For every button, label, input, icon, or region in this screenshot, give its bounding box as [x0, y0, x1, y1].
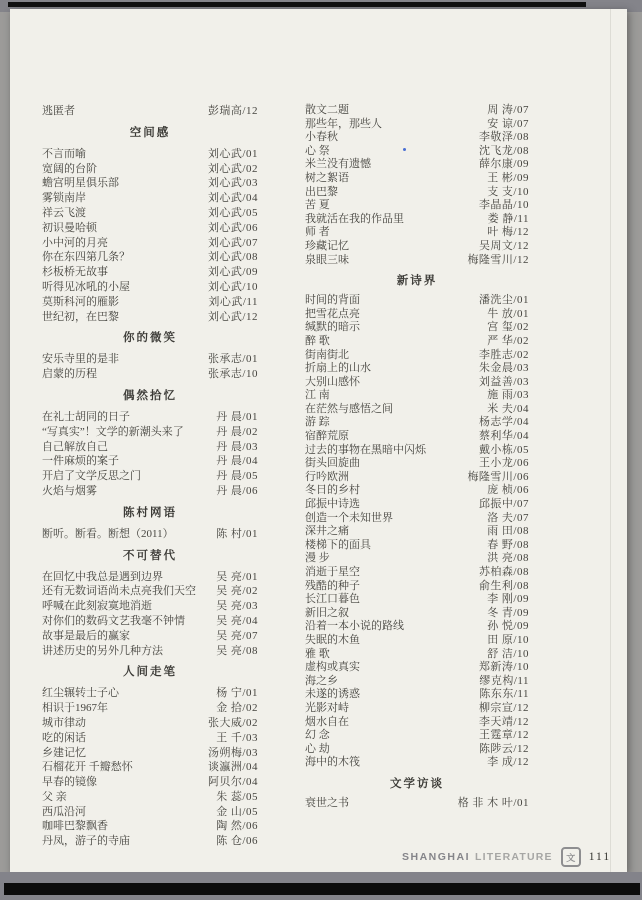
entry-title: 游 踪	[305, 416, 330, 429]
toc-row	[42, 584, 258, 599]
entry-title: 光影对峙	[305, 701, 349, 714]
toc-row	[42, 295, 258, 310]
entry-author-issue: 李胜志/02	[478, 348, 529, 361]
entry-author-issue: 孙 悦/09	[487, 620, 529, 633]
entry-title: 乡建记忆	[42, 746, 86, 759]
entry-author-issue: 邱振中/07	[478, 498, 529, 511]
entry-author-issue: 梅隆雪川/06	[467, 470, 529, 483]
toc-row	[305, 389, 529, 403]
entry-author-issue: 刘心武/05	[207, 206, 258, 219]
entry-author-issue: 牛 放/01	[487, 307, 529, 320]
entry-title: 街南街北	[305, 348, 349, 361]
entry-author-issue: 戴小栋/05	[478, 443, 529, 456]
toc-row	[305, 661, 529, 675]
toc-row	[42, 147, 258, 162]
entry-title: 西瓜沿河	[42, 805, 86, 818]
entry-author-issue: 刘心武/04	[207, 192, 258, 205]
entry-title: 城市律动	[42, 716, 86, 729]
toc-row	[42, 206, 258, 221]
entry-author-issue: 王小龙/06	[478, 457, 529, 470]
entry-author-issue: 米 夫/04	[487, 402, 529, 415]
entry-title: 红尘辗转士子心	[42, 687, 119, 700]
entry-title: 杉板桥无故事	[42, 266, 108, 279]
entry-author-issue: 冬 青/09	[487, 606, 529, 619]
entry-title: 大别山感怀	[305, 375, 360, 388]
toc-row	[42, 746, 258, 761]
entry-author-issue: 谈瀛洲/04	[207, 761, 258, 774]
entry-title: 听得见冰吼的小屋	[42, 280, 130, 293]
entry-author-issue: 春 野/08	[487, 538, 529, 551]
toc-row	[42, 599, 258, 614]
entry-author-issue: 陶 然/06	[216, 820, 258, 833]
scan-top-edge	[8, 2, 586, 7]
entry-author-issue: 缪克构/11	[479, 674, 529, 687]
entry-title: 海之乡	[305, 674, 338, 687]
toc-row	[305, 104, 529, 118]
toc-row	[42, 731, 258, 746]
magazine-page	[10, 9, 627, 873]
entry-title: 楼梯下的面具	[305, 538, 371, 551]
entry-author-issue: 张大威/02	[207, 716, 258, 729]
entry-author-issue: 洪 亮/08	[487, 552, 529, 565]
entry-author-issue: 陈 村/01	[216, 527, 258, 540]
entry-author-issue: 雨 田/08	[487, 525, 529, 538]
entry-author-issue: 李 刚/09	[487, 593, 529, 606]
entry-author-issue: 刘心武/11	[208, 295, 258, 308]
toc-row	[305, 634, 529, 648]
entry-title: 江 南	[305, 389, 330, 402]
entry-title: 咖啡巴黎飘香	[42, 820, 108, 833]
entry-title: 消逝于星空	[305, 566, 360, 578]
toc-row	[42, 614, 258, 629]
entry-title: 安乐寺里的是非	[42, 353, 119, 366]
entry-author-issue: 柳宗宣/12	[478, 701, 529, 714]
entry-author-issue: 叶 梅/12	[487, 226, 529, 239]
entry-title: 不言而喻	[42, 147, 86, 160]
entry-title: 在茫然与感悟之间	[305, 402, 393, 415]
entry-author-issue: 吴周文/12	[478, 239, 529, 252]
toc-row	[305, 145, 529, 159]
entry-author-issue: 吴 亮/01	[216, 570, 258, 583]
entry-author-issue: 丹 晨/01	[216, 410, 258, 423]
entry-title: 还有无数词语尚未点亮我们天空	[42, 585, 196, 598]
entry-author-issue: 金 拾/02	[216, 702, 258, 715]
entry-author-issue: 田 原/10	[487, 633, 529, 646]
entry-author-issue: 刘心武/09	[207, 266, 258, 279]
toc-row	[305, 457, 529, 471]
entry-title: 苦 夏	[305, 199, 330, 212]
page-gutter-shadow	[610, 9, 611, 873]
entry-title: 时间的背面	[305, 294, 360, 307]
toc-row	[42, 716, 258, 731]
entry-author-issue: 潘洗尘/01	[478, 294, 529, 307]
toc-row	[42, 527, 258, 542]
entry-author-issue: 金 山/05	[216, 805, 258, 818]
entry-title: 逃匿者	[42, 105, 75, 117]
toc-row	[42, 775, 258, 790]
toc-row	[305, 471, 529, 485]
entry-title: 开启了文学反思之门	[42, 470, 141, 483]
toc-row	[42, 484, 258, 499]
section-header: 你的微笑	[123, 332, 177, 345]
toc-row	[305, 416, 529, 430]
entry-author-issue: 杨 宁/01	[216, 687, 258, 700]
entry-author-issue: 王 千/03	[216, 731, 258, 744]
toc-row	[305, 172, 529, 186]
toc-row	[305, 158, 529, 172]
entry-title: 烟水自在	[305, 715, 349, 728]
entry-title: 新旧之叙	[305, 606, 349, 619]
toc-column-right	[305, 104, 529, 811]
entry-title: 过去的事物在黑暗中闪烁	[305, 443, 426, 456]
entry-author-issue: 格 非 木 叶/01	[457, 796, 529, 809]
entry-author-issue: 支 支/10	[487, 185, 529, 198]
toc-row	[305, 498, 529, 512]
toc-row	[42, 834, 258, 849]
entry-title: 冬日的乡村	[305, 484, 360, 497]
toc-row	[305, 186, 529, 200]
toc-column-left	[42, 104, 258, 849]
toc-row	[305, 539, 529, 553]
entry-title: 珍藏记忆	[305, 239, 349, 252]
entry-title: 祥云飞渡	[42, 206, 86, 219]
entry-author-issue: 吴 亮/07	[216, 629, 258, 642]
entry-author-issue: 娄 静/11	[487, 212, 529, 225]
toc-row	[42, 760, 258, 775]
entry-title: 宿醉荒原	[305, 430, 349, 443]
entry-title: 把雪花点亮	[305, 307, 360, 320]
entry-title: 创造一个未知世界	[305, 511, 393, 524]
entry-author-issue: 刘心武/01	[207, 147, 258, 160]
entry-title: 初识曼哈顿	[42, 221, 97, 234]
entry-title: 蟾宫明星俱乐部	[42, 177, 119, 190]
toc-row	[42, 570, 258, 585]
section-header: 陈村网语	[123, 506, 177, 519]
toc-row	[305, 240, 529, 254]
entry-title: 呼喊在此刻寂寞地消逝	[42, 600, 152, 613]
toc-row	[305, 131, 529, 145]
section-header: 不可替代	[123, 549, 177, 562]
entry-title: 石榴花开 千瓣愁怀	[42, 761, 133, 774]
entry-author-issue: 舒 洁/10	[487, 647, 529, 660]
entry-author-issue: 汤朔梅/03	[207, 746, 258, 759]
entry-title: 自己解放自己	[42, 440, 108, 453]
toc-row	[305, 525, 529, 539]
entry-author-issue: 施 雨/03	[487, 389, 529, 402]
entry-author-issue: 周 涛/07	[487, 104, 529, 116]
entry-title: 火焰与烟雾	[42, 484, 97, 497]
toc-row	[42, 686, 258, 701]
entry-title: 行吟欧洲	[305, 470, 349, 483]
entry-author-issue: 刘心武/02	[207, 162, 258, 175]
toc-row	[305, 321, 529, 335]
entry-author-issue: 吴 亮/02	[216, 585, 258, 598]
entry-author-issue: 吴 亮/04	[216, 614, 258, 627]
entry-author-issue: 宫 玺/02	[487, 321, 529, 334]
toc-row	[42, 454, 258, 469]
toc-row	[42, 176, 258, 191]
toc-row	[42, 280, 258, 295]
entry-author-issue: 刘心武/03	[207, 177, 258, 190]
toc-row	[305, 512, 529, 526]
entry-author-issue: 张承志/10	[207, 368, 258, 381]
toc-row	[305, 199, 529, 213]
toc-row	[42, 790, 258, 805]
entry-title: 泉眼三味	[305, 253, 349, 266]
toc-row	[305, 593, 529, 607]
entry-author-issue: 丹 晨/03	[216, 440, 258, 453]
entry-title: 散文二题	[305, 104, 349, 116]
entry-title: 未遂的诱惑	[305, 688, 360, 701]
entry-title: 醉 歌	[305, 334, 330, 347]
entry-author-issue: 梅隆雪川/12	[467, 253, 529, 266]
entry-title: 沿着一本小说的路线	[305, 620, 404, 633]
toc-row	[305, 226, 529, 240]
entry-title: 故事是最后的赢家	[42, 629, 130, 642]
toc-row	[305, 335, 529, 349]
entry-title: 米兰没有遗憾	[305, 158, 371, 171]
toc-row	[42, 410, 258, 425]
entry-title: 心 祭	[305, 144, 330, 157]
brand-shanghai: SHANGHAI	[402, 851, 471, 863]
toc-row	[305, 294, 529, 308]
entry-title: 丹凤，游子的寺庙	[42, 835, 130, 848]
entry-author-issue: 苏柏森/08	[478, 566, 529, 578]
entry-title: 断听。断看。断想（2011）	[42, 527, 174, 540]
entry-author-issue: 李晶晶/10	[478, 199, 529, 212]
entry-author-issue: 严 华/02	[487, 334, 529, 347]
entry-author-issue: 薛尔康/09	[478, 158, 529, 171]
entry-author-issue: 杨志学/04	[478, 416, 529, 429]
entry-title: 我就活在我的作品里	[305, 212, 404, 225]
toc-row	[42, 805, 258, 820]
entry-title: 讲述历史的另外几种方法	[42, 644, 163, 657]
entry-author-issue: 丹 晨/05	[216, 470, 258, 483]
entry-author-issue: 俞生利/08	[478, 579, 529, 592]
toc-row	[42, 701, 258, 716]
toc-row	[305, 444, 529, 458]
scan-artifact-dot	[403, 148, 406, 151]
entry-author-issue: 沈飞龙/08	[478, 144, 529, 157]
entry-author-issue: 李敬泽/08	[478, 131, 529, 144]
toc-row	[42, 352, 258, 367]
entry-title: 早春的镜像	[42, 776, 97, 789]
entry-author-issue: 刘心武/10	[207, 280, 258, 293]
page-footer	[402, 847, 611, 867]
toc-row	[305, 430, 529, 444]
entry-title: 幻 念	[305, 729, 330, 742]
toc-row	[305, 797, 529, 811]
entry-author-issue: 庞 桢/06	[487, 484, 529, 497]
toc-row	[305, 566, 529, 580]
scan-bottom-edge	[4, 883, 640, 895]
entry-title: 海中的木筏	[305, 756, 360, 769]
entry-author-issue: 王霆章/12	[478, 729, 529, 742]
entry-author-issue: 刘心武/06	[207, 221, 258, 234]
entry-author-issue: 张承志/01	[207, 353, 258, 366]
entry-title: 失眠的木鱼	[305, 633, 360, 646]
entry-author-issue: 朱金晨/03	[478, 362, 529, 375]
entry-title: 一件麻烦的案子	[42, 455, 119, 468]
entry-title: 心 劫	[305, 742, 330, 755]
entry-title: 缄默的暗示	[305, 321, 360, 334]
toc-row	[42, 440, 258, 455]
toc-row	[42, 819, 258, 834]
toc-row	[305, 552, 529, 566]
toc-row	[42, 469, 258, 484]
entry-title: 虚构或真实	[305, 661, 360, 674]
toc-row	[305, 484, 529, 498]
entry-title: 漫 步	[305, 552, 330, 565]
toc-row	[305, 648, 529, 662]
toc-row	[305, 403, 529, 417]
entry-title: 宽阔的台阶	[42, 162, 97, 175]
entry-title: 那些年，那些人	[305, 117, 382, 130]
entry-title: 邱振中诗选	[305, 498, 360, 511]
entry-title: 相识于1967年	[42, 702, 108, 715]
section-header: 文学访谈	[390, 777, 444, 790]
entry-title: 折扇上的山水	[305, 362, 371, 375]
toc-row	[305, 308, 529, 322]
entry-title: 出巴黎	[305, 185, 338, 198]
entry-title: 你在东四第几条？	[42, 251, 130, 264]
entry-title: 莫斯科河的雁影	[42, 295, 119, 308]
toc-row	[42, 162, 258, 177]
entry-author-issue: 丹 晨/06	[216, 484, 258, 497]
toc-row	[305, 118, 529, 132]
page-number: 111	[588, 851, 612, 863]
toc-row	[42, 629, 258, 644]
entry-title: 师 者	[305, 226, 330, 239]
toc-row	[42, 265, 258, 280]
toc-row	[42, 367, 258, 382]
entry-author-issue: 丹 晨/02	[216, 425, 258, 438]
magazine-logo-icon: 文	[561, 847, 581, 867]
entry-title: 雾锁南岸	[42, 192, 86, 205]
toc-row	[305, 688, 529, 702]
entry-title: 世纪初，在巴黎	[42, 310, 119, 323]
toc-row	[305, 729, 529, 743]
entry-title: 衰世之书	[305, 796, 349, 809]
toc-row	[305, 620, 529, 634]
toc-row	[42, 236, 258, 251]
entry-author-issue: 刘心武/12	[207, 310, 258, 323]
entry-author-issue: 安 谅/07	[487, 117, 529, 130]
toc-row	[305, 362, 529, 376]
toc-row	[42, 425, 258, 440]
brand-literature: LITERATURE	[475, 851, 553, 863]
toc-row	[42, 250, 258, 265]
entry-title: 父 亲	[42, 790, 67, 803]
section-header: 人间走笔	[123, 666, 177, 679]
entry-author-issue: 陈 仓/06	[216, 835, 258, 848]
entry-author-issue: 陈东东/11	[479, 688, 529, 701]
entry-title: 街头回旋曲	[305, 457, 360, 470]
toc-row	[305, 607, 529, 621]
toc-row	[42, 191, 258, 206]
section-header: 新诗界	[396, 275, 438, 288]
entry-author-issue: 洛 夫/07	[487, 511, 529, 524]
toc-row	[305, 716, 529, 730]
entry-title: “写真实”！文学的新潮头来了	[42, 425, 184, 438]
entry-author-issue: 蔡利华/04	[478, 430, 529, 443]
entry-title: 长江口暮色	[305, 593, 360, 606]
entry-author-issue: 阿贝尔/04	[207, 776, 258, 789]
toc-row	[305, 675, 529, 689]
entry-title: 深井之痛	[305, 525, 349, 538]
entry-author-issue: 丹 晨/04	[216, 455, 258, 468]
entry-title: 树之絮语	[305, 171, 349, 184]
entry-title: 对你们的数码文艺我毫不钟情	[42, 614, 185, 627]
entry-title: 小春秋	[305, 131, 338, 144]
entry-author-issue: 彭瑞高/12	[207, 105, 258, 117]
toc-row	[305, 743, 529, 757]
toc-row	[305, 756, 529, 770]
entry-title: 在回忆中我总是遇到边界	[42, 570, 163, 583]
entry-author-issue: 朱 蕊/05	[216, 790, 258, 803]
entry-author-issue: 吴 亮/03	[216, 600, 258, 613]
toc-row	[42, 104, 258, 119]
entry-author-issue: 陈陟云/12	[478, 742, 529, 755]
entry-author-issue: 王 彬/09	[487, 171, 529, 184]
toc-row	[42, 310, 258, 325]
entry-title: 在礼士胡同的日子	[42, 410, 130, 423]
toc-row	[305, 376, 529, 390]
section-header: 空间感	[129, 126, 171, 139]
entry-author-issue: 李天靖/12	[478, 715, 529, 728]
toc-row	[42, 644, 258, 659]
entry-title: 雅 歌	[305, 647, 330, 660]
entry-author-issue: 刘益善/03	[478, 375, 529, 388]
toc-row	[305, 213, 529, 227]
section-header: 偶然拾忆	[123, 389, 177, 402]
entry-title: 残酷的种子	[305, 579, 360, 592]
entry-title: 启蒙的历程	[42, 368, 97, 381]
entry-author-issue: 李 成/12	[487, 756, 529, 769]
entry-title: 小中河的月亮	[42, 236, 108, 249]
toc-row	[305, 702, 529, 716]
entry-author-issue: 刘心武/07	[207, 236, 258, 249]
entry-author-issue: 刘心武/08	[207, 251, 258, 264]
toc-row	[42, 221, 258, 236]
entry-author-issue: 吴 亮/08	[216, 644, 258, 657]
toc-row	[305, 254, 529, 268]
toc-row	[305, 580, 529, 594]
toc-row	[305, 349, 529, 363]
entry-author-issue: 郑新涛/10	[478, 661, 529, 674]
entry-title: 吃的闲话	[42, 731, 86, 744]
